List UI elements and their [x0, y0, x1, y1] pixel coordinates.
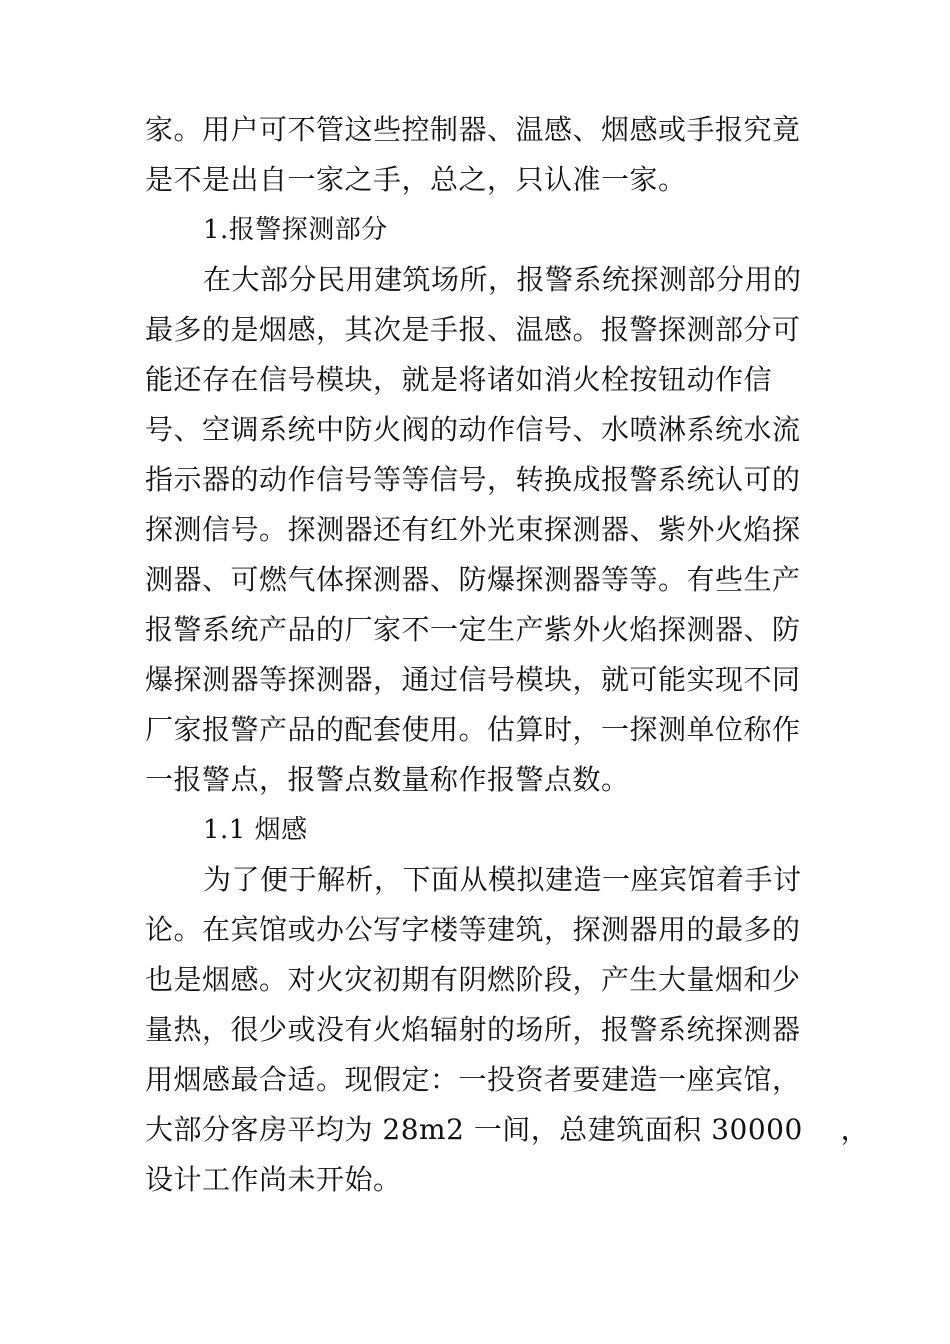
- paragraph-line: 为了便于解析，下面从模拟建造一座宾馆着手讨: [203, 863, 802, 896]
- paragraph-line: 论。在宾馆或办公写字楼等建筑，探测器用的最多的: [145, 913, 801, 946]
- subsection-heading: 1.1 烟感: [203, 815, 308, 845]
- paragraph-line: 爆探测器等探测器，通过信号模块，就可能实现不同: [145, 663, 801, 696]
- paragraph-line: 家。用户可不管这些控制器、温感、烟感或手报究竟: [145, 113, 801, 146]
- paragraph-line: 一报警点，报警点数量称作报警点数。: [145, 763, 630, 796]
- paragraph-line: 厂家报警产品的配套使用。估算时，一探测单位称作: [145, 713, 801, 746]
- paragraph-line: 用烟感最合适。现假定：一投资者要建造一座宾馆，: [145, 1063, 801, 1096]
- section-heading: 1.报警探测部分: [203, 215, 388, 245]
- paragraph-line: 也是烟感。对火灾初期有阴燃阶段，产生大量烟和少: [145, 963, 801, 996]
- paragraph-line: 设计工作尚未开始。: [145, 1163, 402, 1196]
- paragraph-line: 最多的是烟感，其次是手报、温感。报警探测部分可: [145, 313, 801, 346]
- paragraph-line: 测器、可燃气体探测器、防爆探测器等等。有些生产: [145, 563, 801, 596]
- paragraph-line: 在大部分民用建筑场所，报警系统探测部分用的: [203, 263, 802, 296]
- paragraph-line: 指示器的动作信号等等信号，转换成报警系统认可的: [145, 463, 801, 496]
- paragraph-line: 能还存在信号模块，就是将诸如消火栓按钮动作信: [145, 363, 773, 396]
- paragraph-line: 量热，很少或没有火焰辐射的场所，报警系统探测器: [145, 1013, 801, 1046]
- paragraph-line: 号、空调系统中防火阀的动作信号、水喷淋系统水流: [145, 413, 801, 446]
- paragraph-line: 大部分客房平均为 28m2 一间，总建筑面积 30000 ，: [145, 1113, 870, 1146]
- paragraph-line: 探测信号。探测器还有红外光束探测器、紫外火焰探: [145, 513, 801, 546]
- paragraph-line: 是不是出自一家之手，总之，只认准一家。: [145, 163, 687, 196]
- paragraph-line: 报警系统产品的厂家不一定生产紫外火焰探测器、防: [145, 613, 801, 646]
